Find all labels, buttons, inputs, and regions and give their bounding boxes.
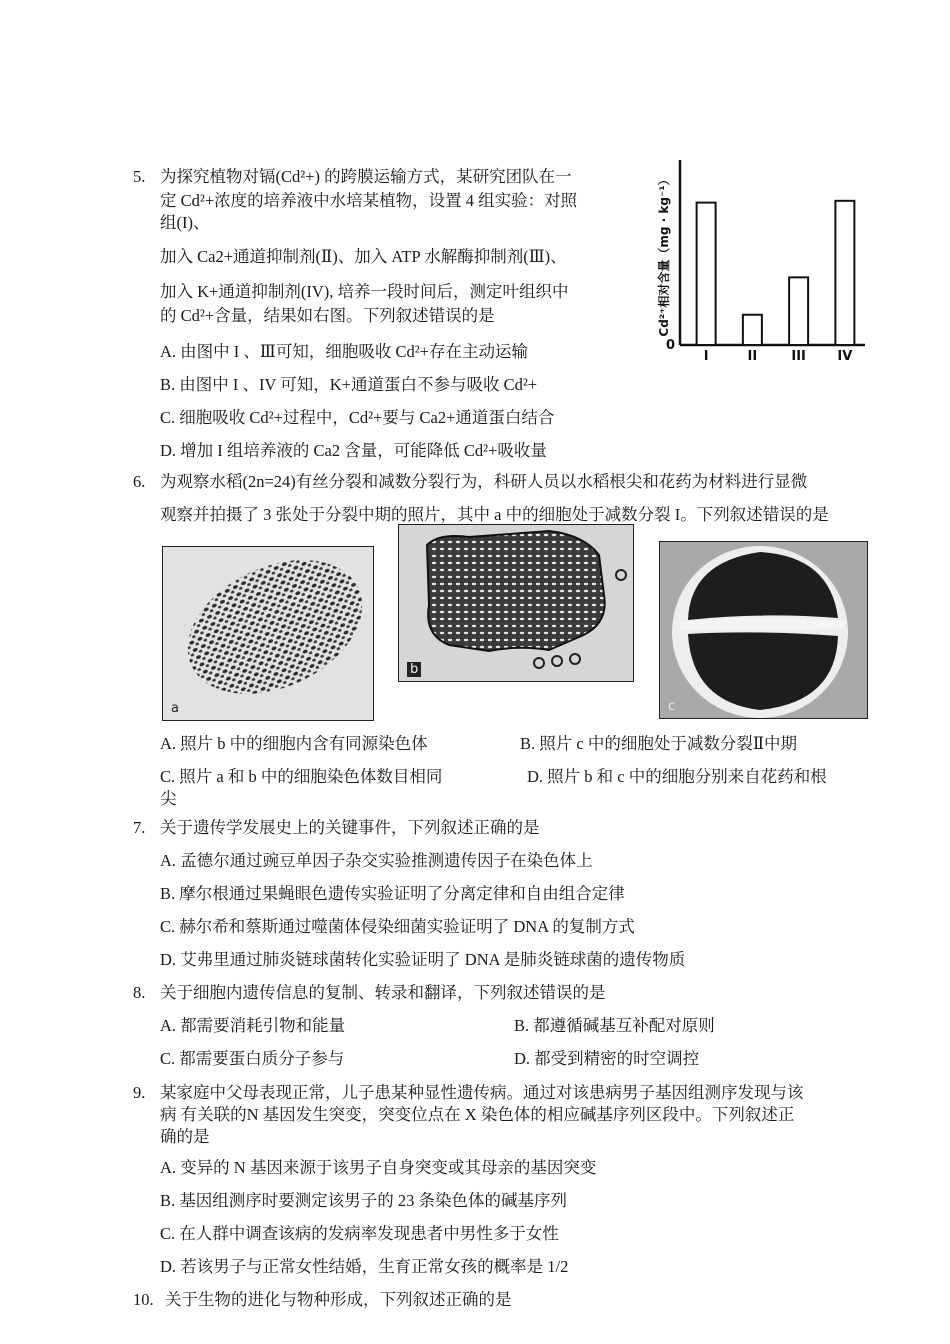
mitosis-cell-image [399, 525, 633, 681]
meiosis-ii-cell-image [660, 542, 867, 718]
photo-label: a [171, 701, 179, 716]
option-d: D. 照片 b 和 c 中的细胞分别来自花药和根 [527, 767, 827, 786]
option-c: C. 赫尔希和蔡斯通过噬菌体侵染细菌实验证明了 DNA 的复制方式 [160, 917, 635, 936]
question-stem: 为观察水稻(2n=24)有丝分裂和减数分裂行为，科研人员以水稻根尖和花药为材料进行显微 [160, 472, 808, 491]
question-stem: 病 有关联的N 基因发生突变，突变位点在 X 染色体的相应碱基序列区段中。下列叙述正 [160, 1105, 795, 1124]
cd-content-bar-chart [640, 155, 880, 370]
option-a: A. 孟德尔通过豌豆单因子杂交实验推测遗传因子在染色体上 [160, 851, 593, 870]
option-b: B. 照片 c 中的细胞处于减数分裂Ⅱ中期 [520, 734, 798, 753]
option-d-continued: 尖 [160, 789, 177, 808]
question-stem: 关于生物的进化与物种形成，下列叙述正确的是 [165, 1290, 512, 1309]
x-tick-label: II [747, 349, 758, 364]
question-number: 6. [133, 472, 146, 491]
photo-label: c [668, 699, 676, 714]
bar-III [789, 277, 808, 345]
option-d: D. 都受到精密的时空调控 [514, 1049, 700, 1068]
question-stem: 关于遗传学发展史上的关键事件，下列叙述正确的是 [160, 818, 540, 837]
question-stem: 为探究植物对镉(Cd²+) 的跨膜运输方式，某研究团队在一 [160, 167, 572, 186]
origin-label: 0 [666, 338, 676, 353]
option-d: D. 艾弗里通过肺炎链球菌转化实验证明了 DNA 是肺炎链球菌的遗传物质 [160, 950, 686, 969]
option-c: C. 照片 a 和 b 中的细胞染色体数目相同 [160, 767, 443, 786]
option-d: D. 若该男子与正常女性结婚，生育正常女孩的概率是 1/2 [160, 1257, 569, 1276]
option-c: C. 都需要蛋白质分子参与 [160, 1049, 345, 1068]
question-stem: 组(I)、 [160, 213, 210, 232]
x-tick-label: I [703, 349, 709, 364]
photo-b [398, 524, 634, 682]
photo-c [659, 541, 868, 719]
question-stem: 某家庭中父母表现正常，儿子患某种显性遗传病。通过对该患病男子基因组测序发现与该 [160, 1083, 804, 1102]
option-b: B. 摩尔根通过果蝇眼色遗传实验证明了分离定律和自由组合定律 [160, 884, 625, 903]
question-number: 5. [133, 167, 146, 186]
option-d: D. 增加 I 组培养液的 Ca2 含量，可能降低 Cd²+吸收量 [160, 441, 547, 460]
option-a: A. 照片 b 中的细胞内含有同源染色体 [160, 734, 428, 753]
question-number: 9. [133, 1083, 146, 1102]
option-b: B. 由图中 I 、IV 可知，K+通道蛋白不参与吸收 Cd²+ [160, 375, 538, 394]
question-number: 7. [133, 818, 146, 837]
x-tick-label: III [791, 349, 806, 364]
question-number: 10. [133, 1290, 154, 1309]
option-a: A. 变异的 N 基因来源于该男子自身突变或其母亲的基因突变 [160, 1158, 597, 1177]
option-c: C. 在人群中调查该病的发病率发现患者中男性多于女性 [160, 1224, 559, 1243]
option-a: A. 都需要消耗引物和能量 [160, 1016, 346, 1035]
question-number: 8. [133, 983, 146, 1002]
question-stem: 加入 K+通道抑制剂(IV), 培养一段时间后，测定叶组织中 [160, 282, 569, 301]
option-c: C. 细胞吸收 Cd²+过程中，Cd²+要与 Ca2+通道蛋白结合 [160, 408, 555, 427]
x-tick-label: IV [837, 349, 853, 364]
bar-I [697, 203, 716, 345]
question-stem: 确的是 [160, 1127, 210, 1146]
chart-svg [640, 155, 880, 370]
photo-a [162, 546, 374, 721]
option-b: B. 基因组测序时要测定该男子的 23 条染色体的碱基序列 [160, 1191, 568, 1210]
question-stem: 加入 Ca2+通道抑制剂(Ⅱ)、加入 ATP 水解酶抑制剂(Ⅲ)、 [160, 247, 567, 266]
question-stem: 关于细胞内遗传信息的复制、转录和翻译，下列叙述错误的是 [160, 983, 606, 1002]
bar-IV [835, 201, 854, 345]
meiosis-cell-image [163, 547, 373, 720]
option-b: B. 都遵循碱基互补配对原则 [514, 1016, 715, 1035]
question-stem: 观察并拍摄了 3 张处于分裂中期的照片，其中 a 中的细胞处于减数分裂 I。下列叙述错误的是 [160, 505, 829, 524]
question-stem: 的 Cd²+含量，结果如右图。下列叙述错误的是 [160, 306, 495, 325]
photo-label: b [407, 662, 421, 677]
option-a: A. 由图中 I 、Ⅲ可知，细胞吸收 Cd²+存在主动运输 [160, 342, 528, 361]
y-axis-label: Cd²⁺相对含量（mg · kg⁻¹） [657, 173, 671, 337]
bar-II [743, 315, 762, 345]
question-stem: 定 Cd²+浓度的培养液中水培某植物，设置 4 组实验：对照 [160, 191, 578, 210]
